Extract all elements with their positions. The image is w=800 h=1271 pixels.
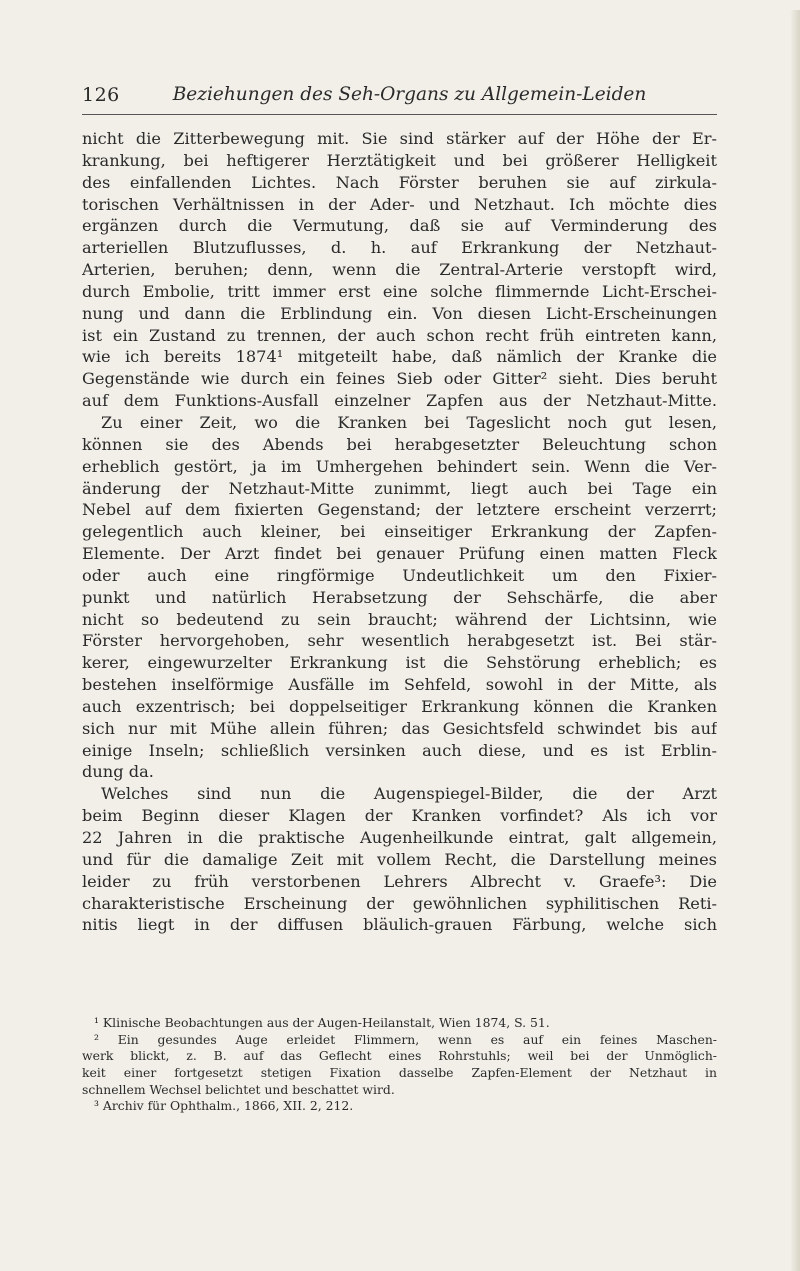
footnote-line: schnellem Wechsel belichtet und beschattet wird.: [82, 1081, 395, 1097]
text-line: durch Embolie, tritt immer erst eine solche flimmernde Licht-Erschei-: [82, 281, 717, 301]
text-line: beim Beginn dieser Klagen der Kranken vorfindet? Als ich vor: [82, 806, 717, 826]
text-line: kerer, eingewurzelter Erkrankung ist die Sehstörung erheblich; es: [82, 653, 717, 673]
text-line: punkt und natürlich Herabsetzung der Sehschärfe, die aber: [82, 587, 717, 607]
text-line: gelegentlich auch kleiner, bei einseitiger Erkrankung der Zapfen-: [82, 522, 717, 542]
text-line: Zu einer Zeit, wo die Kranken bei Tageslicht noch gut lesen,: [101, 412, 717, 432]
text-line: auch exzentrisch; bei doppelseitiger Erkrankung können die Kranken: [82, 696, 717, 716]
text-line: nung und dann die Erblindung ein. Von diesen Licht-Erscheinungen: [82, 303, 717, 323]
text-line: dung da.: [82, 762, 154, 782]
text-line: arteriellen Blutzuflusses, d. h. auf Erkrankung der Netzhaut-: [82, 238, 717, 258]
page-edge-shadow: [790, 10, 800, 1271]
text-line: 22 Jahren in die praktische Augenheilkunde eintrat, galt allgemein,: [82, 828, 717, 847]
footnote-line: ² Ein gesundes Auge erleidet Flimmern, wenn es auf ein feines Maschen-: [94, 1031, 717, 1047]
footnotes: [82, 1015, 717, 1115]
text-line: nicht die Zitterbewegung mit. Sie sind stärker auf der Höhe der Er-: [82, 129, 717, 148]
text-line: wie ich bereits 1874¹ mitgeteilt habe, daß nämlich der Kranke die: [82, 347, 717, 367]
text-line: und für die damalige Zeit mit vollem Recht, die Darstellung meines: [82, 849, 717, 869]
page-header: [82, 84, 717, 115]
text-line: nicht so bedeutend zu sein braucht; während der Lichtsinn, wie: [82, 609, 717, 629]
text-line: können sie des Abends bei herabgesetzter Beleuchtung schon: [82, 434, 717, 454]
text-line: nitis liegt in der diffusen bläulich-grauen Färbung, welche sich: [82, 915, 717, 935]
footnote-line: ¹ Klinische Beobachtungen aus der Augen-Heilanstalt, Wien 1874, S. 51.: [94, 1015, 550, 1030]
text-line: Gegenstände wie durch ein feines Sieb oder Gitter² sieht. Dies beruht: [82, 369, 717, 389]
footnote-line: ³ Archiv für Ophthalm., 1866, XII. 2, 212.: [94, 1098, 354, 1114]
text-line: einige Inseln; schließlich versinken auch diese, und es ist Erblin-: [82, 740, 717, 760]
text-line: änderung der Netzhaut-Mitte zunimmt, liegt auch bei Tage ein: [82, 478, 717, 498]
text-line: Elemente. Der Arzt findet bei genauer Prüfung einen matten Fleck: [82, 544, 717, 564]
text-line: krankung, bei heftigerer Herztätigkeit und bei größerer Helligkeit: [82, 150, 717, 170]
text-line: bestehen inselförmige Ausfälle im Sehfeld, sowohl in der Mitte, als: [82, 675, 717, 695]
footnote-line: keit einer fortgesetzt stetigen Fixation dasselbe Zapfen-Element der Netzhaut in: [82, 1065, 717, 1081]
text-line: Arterien, beruhen; denn, wenn die Zentral-Arterie verstopft wird,: [82, 260, 717, 280]
text-line: Welches sind nun die Augenspiegel-Bilder, die der Arzt: [101, 784, 717, 804]
page-number: 126: [82, 84, 120, 106]
text-line: Förster hervorgehoben, sehr wesentlich herabgesetzt ist. Bei stär-: [82, 631, 717, 651]
text-line: auf dem Funktions-Ausfall einzelner Zapfen aus der Netzhaut-Mitte.: [82, 391, 717, 411]
text-line: torischen Verhältnissen in der Ader- und Netzhaut. Ich möchte dies: [82, 194, 717, 214]
text-line: ist ein Zustand zu trennen, der auch schon recht früh eintreten kann,: [82, 325, 717, 345]
text-line: Nebel auf dem fixierten Gegenstand; der letztere erscheint verzerrt;: [82, 500, 717, 520]
text-line: sich nur mit Mühe allein führen; das Gesichtsfeld schwindet bis auf: [82, 718, 717, 738]
text-line: charakteristische Erscheinung der gewöhnlichen syphilitischen Reti-: [82, 893, 717, 913]
body-text: [82, 128, 717, 936]
footnote-line: werk blickt, z. B. auf das Geflecht eines Rohrstuhls; weil bei der Unmöglich-: [82, 1048, 717, 1064]
text-line: leider zu früh verstorbenen Lehrers Albrecht v. Graefe³: Die: [82, 871, 717, 891]
text-line: ergänzen durch die Vermutung, daß sie auf Verminderung des: [82, 216, 717, 236]
running-title: Beziehungen des Seh-Organs zu Allgemein-Leiden: [172, 84, 647, 105]
text-line: erheblich gestört, ja im Umhergehen behindert sein. Wenn die Ver-: [82, 456, 717, 476]
text-line: oder auch eine ringförmige Undeutlichkeit um den Fixier-: [82, 565, 717, 585]
text-line: des einfallenden Lichtes. Nach Förster beruhen sie auf zirkula-: [82, 172, 717, 192]
